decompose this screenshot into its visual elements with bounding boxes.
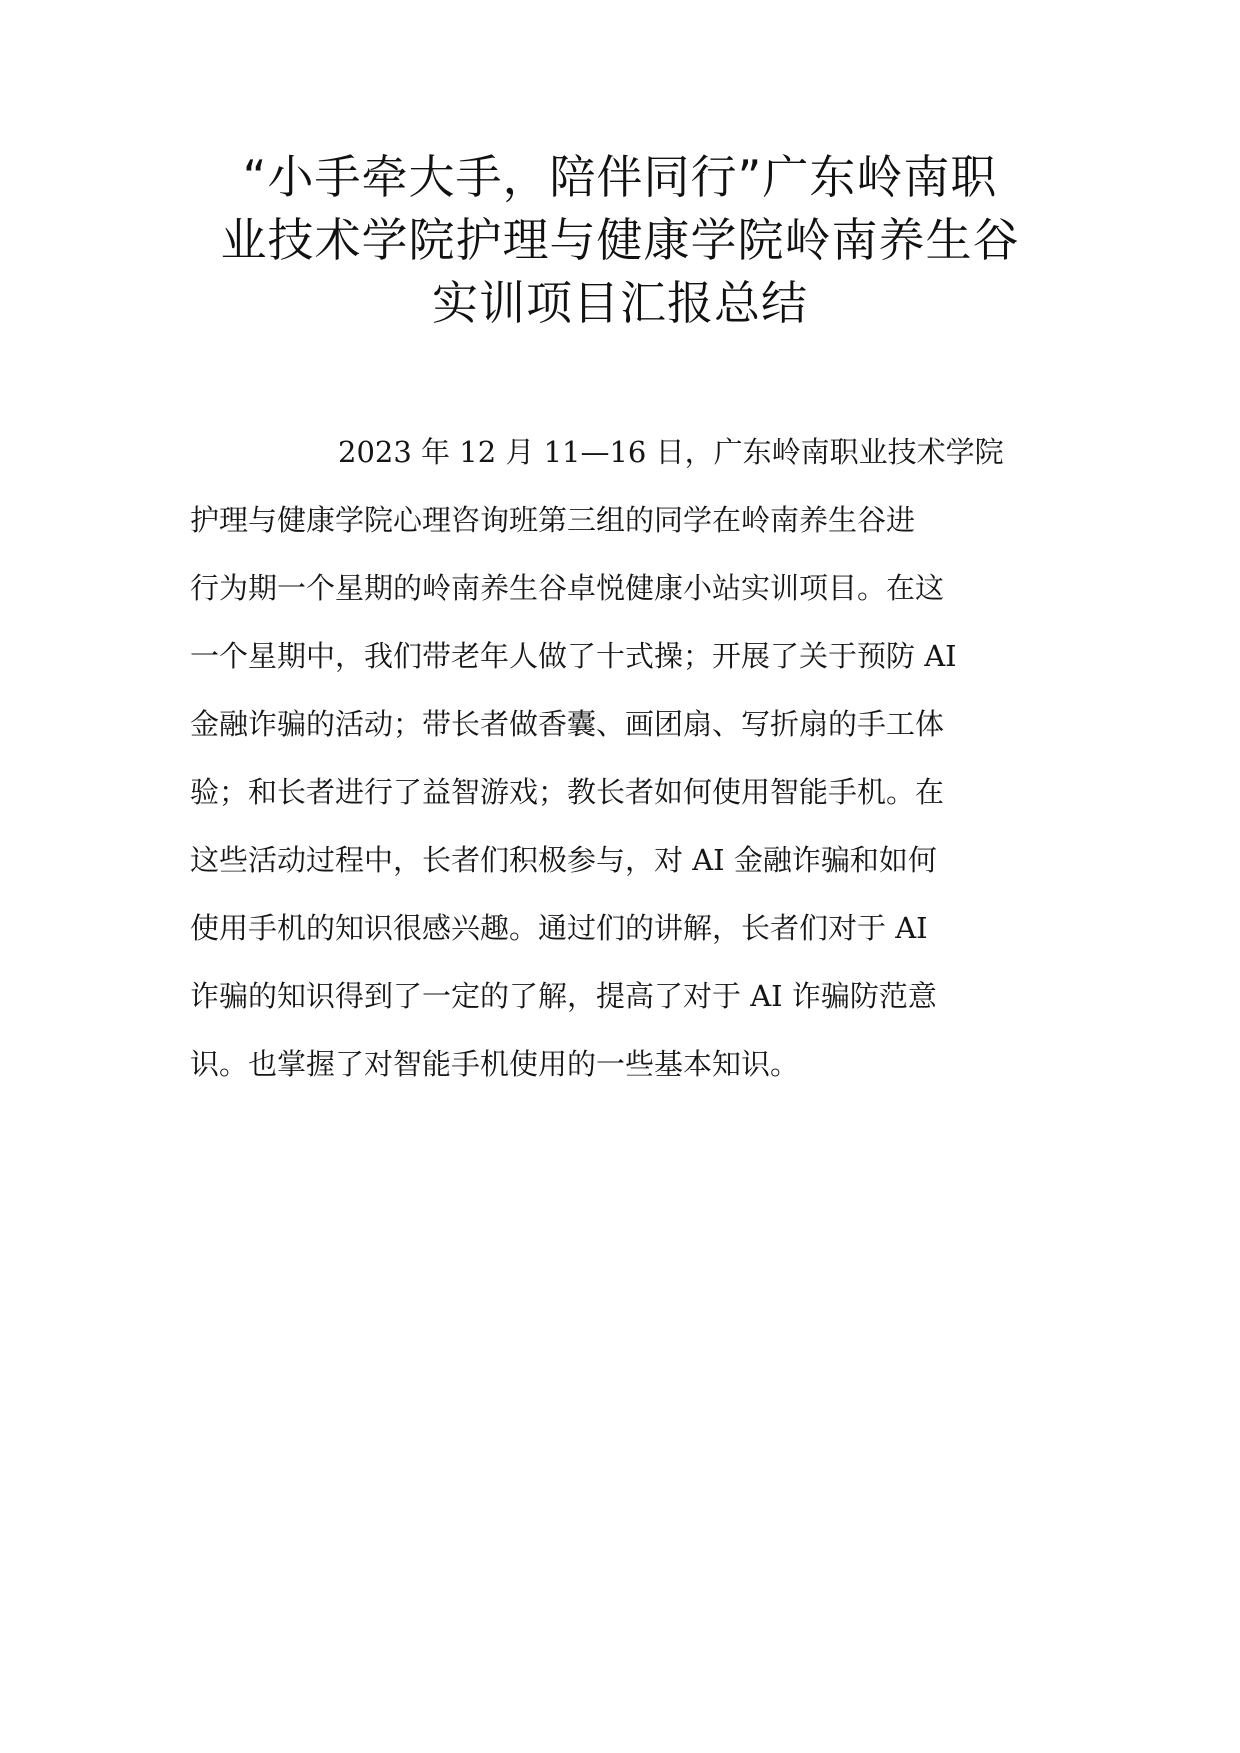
- paragraph-line: 识。也掌握了对智能手机使用的一些基本知识。: [190, 1047, 800, 1081]
- body-paragraph: [190, 418, 1050, 1098]
- paragraph-line: 这些活动过程中，长者们积极参与，对 AI 金融诈骗和如何: [190, 843, 937, 877]
- title-line: 业技术学院护理与健康学院岭南养生谷: [220, 213, 1020, 267]
- paragraph-line: 验；和长者进行了益智游戏；教长者如何使用智能手机。在: [190, 775, 945, 809]
- document-title: [190, 146, 1050, 335]
- paragraph-line: 护理与健康学院心理咨询班第三组的同学在岭南养生谷进: [190, 503, 916, 537]
- paragraph-line: 2023 年 12 月 11—16 日，广东岭南职业技术学院: [338, 435, 1004, 469]
- title-line: “小手牵大手，陪伴同行”广东岭南职: [242, 150, 998, 204]
- title-line: 实训项目汇报总结: [432, 276, 808, 330]
- paragraph-line: 行为期一个星期的岭南养生谷卓悦健康小站实训项目。在这: [190, 571, 945, 605]
- paragraph-line: 诈骗的知识得到了一定的了解，提高了对于 AI 诈骗防范意: [190, 979, 937, 1013]
- paragraph-line: 使用手机的知识很感兴趣。通过们的讲解，长者们对于 AI: [190, 911, 928, 945]
- paragraph-line: 金融诈骗的活动；带长者做香囊、画团扇、写折扇的手工体: [190, 707, 945, 741]
- paragraph-line: 一个星期中，我们带老年人做了十式操；开展了关于预防 AI: [190, 639, 957, 673]
